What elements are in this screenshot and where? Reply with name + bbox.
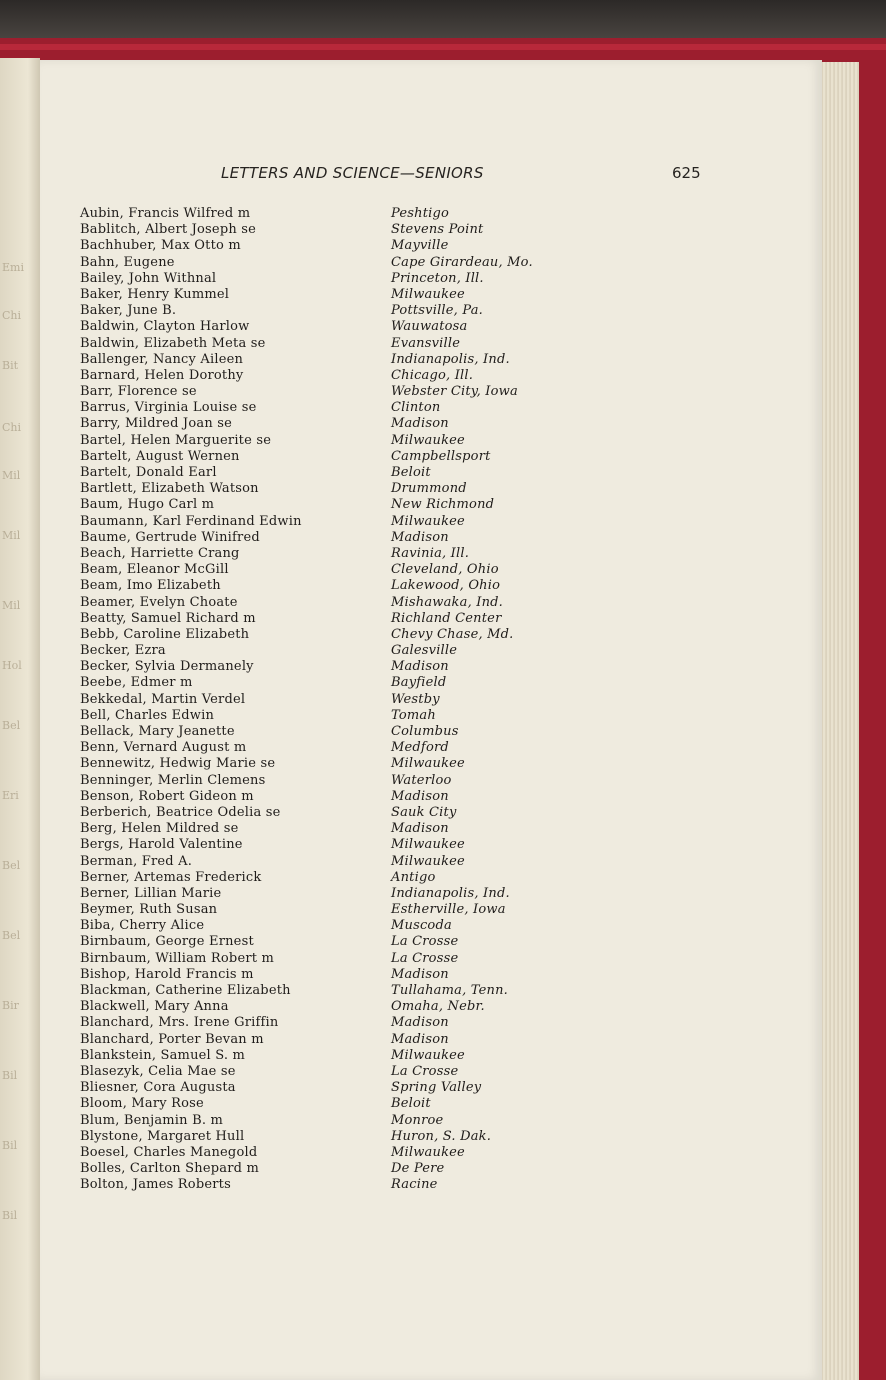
list-item [80,854,780,870]
list-item [80,1015,780,1031]
student-name: Blanchard, Porter Bevan m [80,1031,264,1047]
hometown: Antigo [391,869,436,885]
list-item [80,238,780,254]
list-item [80,514,780,530]
list-item [80,773,780,789]
student-name: Baker, June B. [80,303,177,319]
student-name: Ballenger, Nancy Aileen [80,351,244,367]
facing-page-text-fragment: Chi [2,421,22,434]
list-item [80,368,780,384]
student-name: Bebb, Caroline Elizabeth [80,626,250,642]
list-item [80,837,780,853]
list-item [80,918,780,934]
student-name: Becker, Ezra [80,643,166,659]
student-name: Barnard, Helen Dorothy [80,367,244,383]
student-name: Berner, Lillian Marie [80,885,222,901]
hometown: Richland Center [391,610,502,626]
hometown: Indianapolis, Ind. [391,351,510,367]
list-item [80,255,780,271]
student-name: Aubin, Francis Wilfred m [80,206,251,221]
list-item [80,756,780,772]
list-item [80,303,780,319]
hometown: Madison [391,821,449,837]
facing-page-text-fragment: Hol [2,659,22,672]
hometown: Madison [391,788,449,804]
list-item [80,1177,780,1193]
hometown: Waterloo [391,772,452,788]
hometown: Lakewood, Ohio [391,578,501,594]
hometown: La Crosse [391,934,459,950]
hometown: Sauk City [391,804,457,820]
list-item [80,659,780,675]
student-name: Beach, Harriette Crang [80,545,240,561]
list-item [80,724,780,740]
list-item [80,805,780,821]
list-item [80,530,780,546]
page-number: 625 [672,164,701,182]
student-name: Baldwin, Elizabeth Meta se [80,335,266,351]
list-item [80,886,780,902]
facing-page-text-fragment: Mil [2,529,21,542]
list-item [80,416,780,432]
student-name: Barry, Mildred Joan se [80,416,232,432]
hometown: Evansville [391,335,461,351]
list-item [80,206,780,222]
student-name: Bartlett, Elizabeth Watson [80,481,259,497]
list-item [80,1064,780,1080]
hometown: Beloit [391,1096,431,1112]
hometown: Cape Girardeau, Mo. [391,254,533,270]
facing-page-text-fragment: Bel [2,859,21,872]
hometown: Milwaukee [391,432,465,448]
hometown: Chevy Chase, Md. [391,626,514,642]
hometown: Drummond [391,481,467,497]
list-item [80,578,780,594]
list-item [80,821,780,837]
list-item [80,384,780,400]
student-name: Bartel, Helen Marguerite se [80,432,272,448]
list-item [80,740,780,756]
list-item [80,319,780,335]
list-item [80,1032,780,1048]
hometown: Wauwatosa [391,319,468,335]
student-name: Beatty, Samuel Richard m [80,610,256,626]
facing-page-text-fragment: Bit [2,359,19,372]
student-name: Bliesner, Cora Augusta [80,1080,236,1096]
student-name: Bell, Charles Edwin [80,707,215,723]
hometown: La Crosse [391,950,459,966]
student-name: Baume, Gertrude Winifred [80,529,260,545]
list-item [80,497,780,513]
list-item [80,870,780,886]
hometown: Milwaukee [391,837,465,853]
list-item [80,287,780,303]
hometown: Racine [391,1177,438,1193]
list-item [80,934,780,950]
student-name: Blum, Benjamin B. m [80,1112,224,1128]
student-name: Blackman, Catherine Elizabeth [80,983,291,998]
facing-page-text-fragment: Bel [2,929,21,942]
list-item [80,352,780,368]
facing-page-text-fragment: Eri [2,789,19,802]
list-item [80,481,780,497]
hometown: Westby [391,691,440,707]
facing-page-edge [0,58,40,1380]
list-item [80,983,780,999]
hometown: Milwaukee [391,756,465,772]
student-name: Benn, Vernard August m [80,740,247,756]
hometown: Pottsville, Pa. [391,303,483,319]
hometown: Milwaukee [391,1144,465,1160]
student-name: Bloom, Mary Rose [80,1096,204,1112]
list-item [80,595,780,611]
hometown: Huron, S. Dak. [391,1128,492,1144]
background-shadow [0,0,886,40]
facing-page-text-fragment: Chi [2,309,22,322]
hometown: Peshtigo [391,206,450,221]
facing-page-text-fragment: Bil [2,1069,18,1082]
hometown: Madison [391,529,449,545]
hometown: Cleveland, Ohio [391,562,499,578]
student-name: Bolles, Carlton Shepard m [80,1161,259,1177]
student-name: Bekkedal, Martin Verdel [80,691,246,707]
student-name: Baumann, Karl Ferdinand Edwin [80,513,302,529]
list-item [80,1129,780,1145]
hometown: Monroe [391,1112,444,1128]
student-name: Berberich, Beatrice Odelia se [80,804,281,820]
list-item [80,611,780,627]
student-name: Berg, Helen Mildred se [80,821,239,837]
list-item [80,627,780,643]
hometown: Madison [391,966,449,982]
student-name: Beam, Eleanor McGill [80,562,229,578]
student-name: Berman, Fred A. [80,853,193,869]
hometown: Stevens Point [391,222,484,238]
hometown: Milwaukee [391,853,465,869]
list-item [80,1080,780,1096]
facing-page-text-fragment: Emi [2,261,24,274]
hometown: Galesville [391,643,458,659]
student-name: Biba, Cherry Alice [80,918,205,934]
student-name: Berner, Artemas Frederick [80,869,262,885]
list-item [80,999,780,1015]
hometown: Indianapolis, Ind. [391,885,510,901]
student-name: Blasezyk, Celia Mae se [80,1063,236,1079]
student-name: Beamer, Evelyn Choate [80,594,238,610]
hometown: La Crosse [391,1063,459,1079]
hometown: Mishawaka, Ind. [391,594,503,610]
list-item [80,692,780,708]
student-name: Baldwin, Clayton Harlow [80,319,250,335]
student-name: Bartelt, August Wernen [80,448,240,464]
list-item [80,1145,780,1161]
list-item [80,562,780,578]
hometown: Tullahama, Tenn. [391,983,509,998]
list-item [80,1113,780,1129]
hometown: Clinton [391,400,441,416]
student-name: Beebe, Edmer m [80,675,193,691]
list-item [80,1161,780,1177]
list-item [80,400,780,416]
student-name: Bailey, John Withnal [80,270,217,286]
hometown: Estherville, Iowa [391,902,506,918]
student-name: Bishop, Harold Francis m [80,966,254,982]
hometown: Milwaukee [391,513,465,529]
hometown: Columbus [391,724,459,739]
student-name: Blankstein, Samuel S. m [80,1047,246,1063]
facing-page-text-fragment: Bel [2,719,21,732]
student-name: Bartelt, Donald Earl [80,465,217,480]
hometown: Chicago, Ill. [391,367,474,383]
student-name: Baker, Henry Kummel [80,286,230,302]
facing-page-text-fragment: Mil [2,599,21,612]
student-name: Beam, Imo Elizabeth [80,578,221,594]
hometown: Spring Valley [391,1080,482,1096]
hometown: Medford [391,740,449,756]
hometown: Mayville [391,238,449,254]
hometown: New Richmond [391,497,495,513]
senior-list [80,206,780,1193]
facing-page-text-fragment: Mil [2,469,21,482]
list-item [80,433,780,449]
hometown: Madison [391,1015,449,1031]
hometown: Princeton, Ill. [391,270,484,286]
list-item [80,902,780,918]
facing-page-text-fragment: Bir [2,999,19,1012]
facing-page-text-fragment: Bil [2,1209,18,1222]
student-name: Blackwell, Mary Anna [80,999,229,1015]
list-item [80,546,780,562]
facing-page-text-fragment: Bil [2,1139,18,1152]
list-item [80,222,780,238]
list-item [80,643,780,659]
hometown: Omaha, Nebr. [391,999,485,1015]
hometown: Campbellsport [391,448,491,464]
hometown: Webster City, Iowa [391,384,518,400]
hometown: Bayfield [391,675,447,691]
list-item [80,336,780,352]
student-name: Benninger, Merlin Clemens [80,772,266,788]
student-name: Bennewitz, Hedwig Marie se [80,756,276,772]
list-item [80,675,780,691]
student-name: Bachhuber, Max Otto m [80,238,241,254]
book-cover-edge [0,44,886,50]
hometown: Beloit [391,465,431,480]
student-name: Bablitch, Albert Joseph se [80,222,257,238]
list-item [80,789,780,805]
list-item [80,449,780,465]
hometown: Madison [391,1031,449,1047]
list-item [80,951,780,967]
hometown: De Pere [391,1161,445,1177]
list-item [80,708,780,724]
list-item [80,271,780,287]
student-name: Bolton, James Roberts [80,1177,231,1193]
student-name: Birnbaum, George Ernest [80,934,254,950]
student-name: Benson, Robert Gideon m [80,788,254,804]
student-name: Bahn, Eugene [80,254,175,270]
student-name: Bellack, Mary Jeanette [80,724,235,739]
running-head: LETTERS AND SCIENCE—SENIORS [221,164,484,182]
list-item [80,1048,780,1064]
hometown: Milwaukee [391,286,465,302]
hometown: Madison [391,416,449,432]
student-name: Becker, Sylvia Dermanely [80,659,254,675]
student-name: Barr, Florence se [80,384,197,400]
student-name: Birnbaum, William Robert m [80,950,275,966]
hometown: Milwaukee [391,1047,465,1063]
student-name: Blystone, Margaret Hull [80,1128,245,1144]
hometown: Tomah [391,707,436,723]
student-name: Blanchard, Mrs. Irene Griffin [80,1015,279,1031]
list-item [80,967,780,983]
hometown: Madison [391,659,449,675]
student-name: Bergs, Harold Valentine [80,837,243,853]
hometown: Muscoda [391,918,452,934]
student-name: Beymer, Ruth Susan [80,902,218,918]
student-name: Barrus, Virginia Louise se [80,400,257,416]
list-item [80,1096,780,1112]
student-name: Baum, Hugo Carl m [80,497,215,513]
list-item [80,465,780,481]
student-name: Boesel, Charles Manegold [80,1144,258,1160]
hometown: Ravinia, Ill. [391,545,470,561]
